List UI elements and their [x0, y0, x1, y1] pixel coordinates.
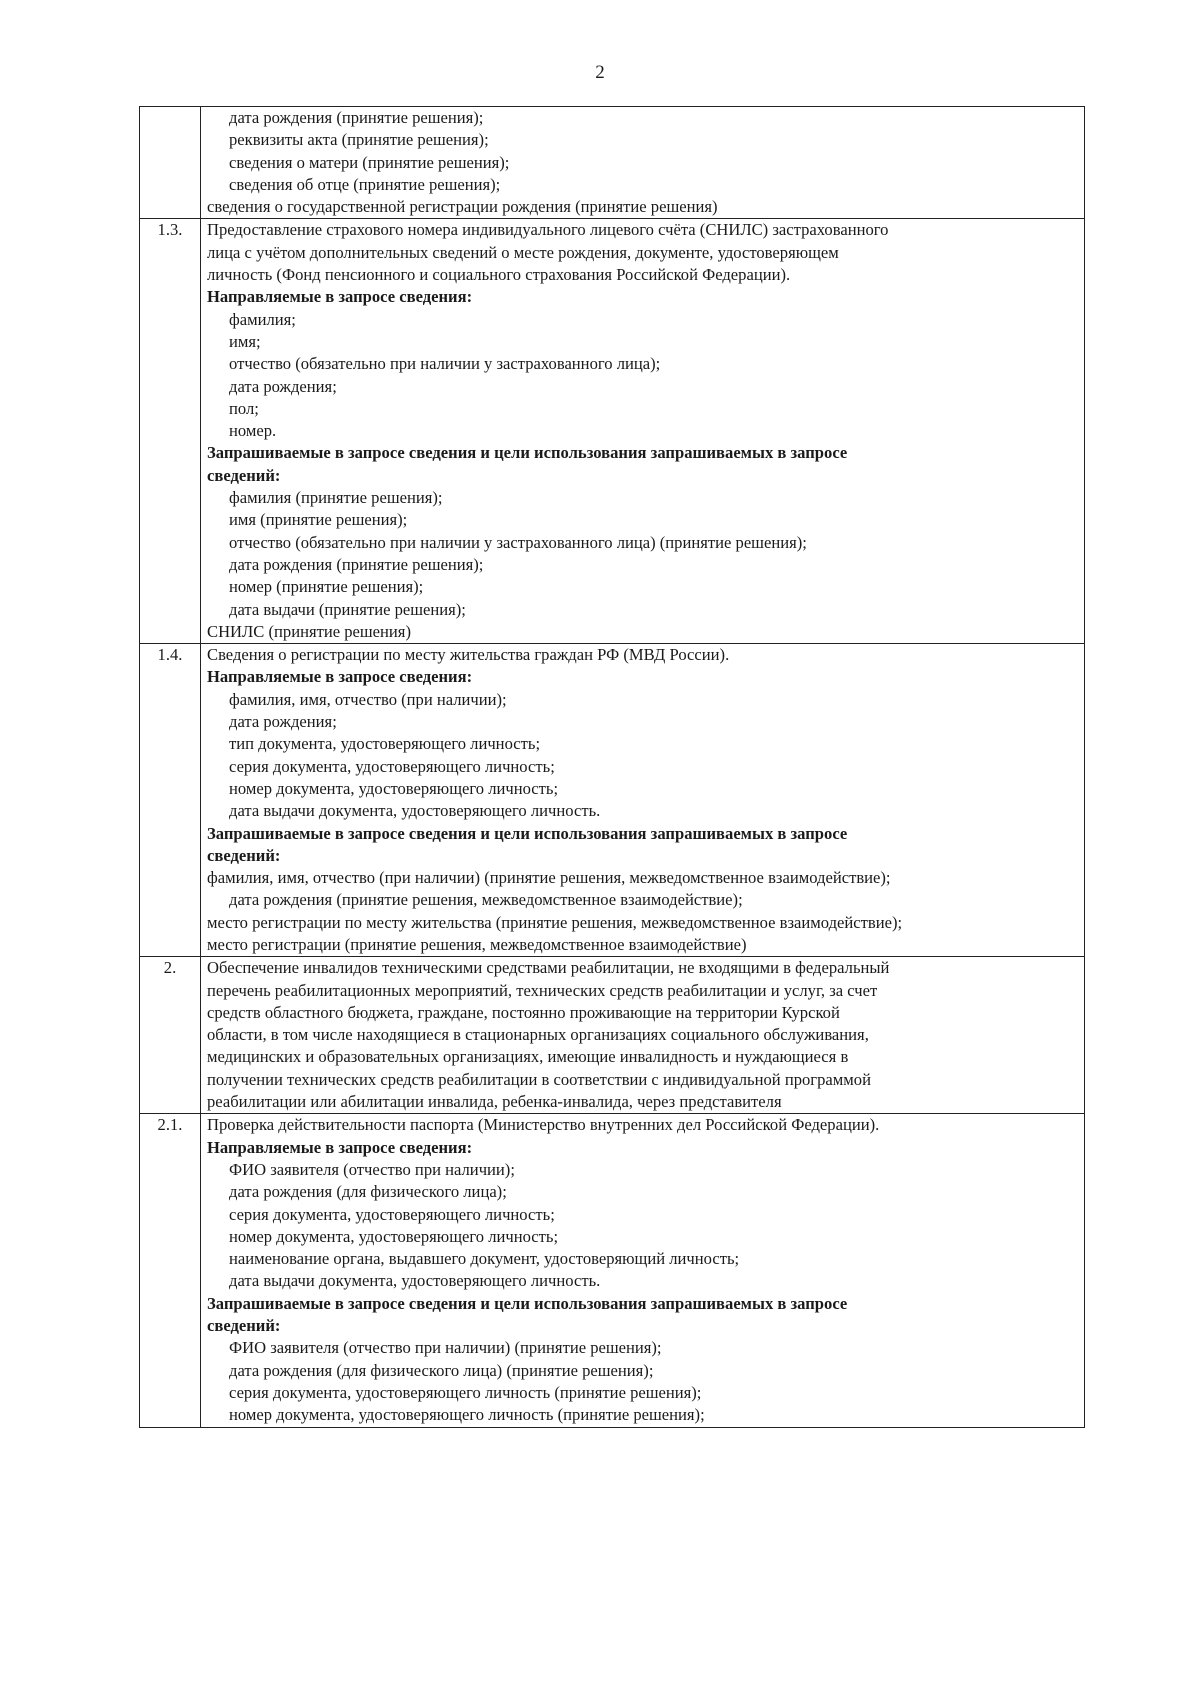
text-line: дата рождения (принятие решения); — [229, 108, 484, 127]
text-line: серия документа, удостоверяющего личность; — [229, 1204, 555, 1224]
text-line: сведения о государственной регистрации рождения (принятие решения) — [207, 197, 718, 217]
row-number — [140, 107, 201, 219]
text-line: дата выдачи документа, удостоверяющего личность. — [229, 801, 601, 821]
text-line: дата рождения (принятие решения, межведомственное взаимодействие); — [229, 890, 743, 910]
row-number: 2.1. — [140, 1114, 201, 1427]
services-table-body — [140, 107, 1085, 1428]
text-line: Направляемые в запросе сведения: — [207, 1137, 473, 1157]
table-row — [140, 107, 1085, 219]
text-line: реабилитации или абилитации инвалида, ребенка-инвалида, через представителя — [207, 1092, 782, 1112]
text-line: сведений: — [207, 1316, 281, 1336]
text-line: получении технических средств реабилитации в соответствии с индивидуальной программой — [207, 1069, 871, 1089]
services-table — [139, 106, 1085, 1428]
row-number: 1.3. — [140, 219, 201, 644]
table-row — [140, 957, 1085, 1114]
text-line: номер документа, удостоверяющего личность; — [229, 778, 559, 798]
text-line: сведений: — [207, 845, 281, 865]
row-content — [201, 219, 1085, 644]
text-line: СНИЛС (принятие решения) — [207, 621, 411, 641]
text-line: Запрашиваемые в запросе сведения и цели использования запрашиваемых в запросе — [207, 823, 848, 843]
text-line: место регистрации (принятие решения, межведомственное взаимодействие) — [207, 934, 747, 954]
text-line: дата рождения (принятие решения); — [229, 554, 484, 574]
text-line: имя; — [229, 331, 261, 351]
row-content — [201, 107, 1085, 219]
text-line: сведения об отце (принятие решения); — [229, 174, 501, 194]
row-number: 1.4. — [140, 644, 201, 957]
table-row — [140, 644, 1085, 957]
text-line: серия документа, удостоверяющего личность (принятие решения); — [229, 1382, 702, 1402]
text-line: лица с учётом дополнительных сведений о месте рождения, документе, удостоверяющем — [207, 242, 839, 262]
text-line: серия документа, удостоверяющего личность; — [229, 756, 555, 776]
row-content — [201, 957, 1085, 1114]
text-line: Запрашиваемые в запросе сведения и цели использования запрашиваемых в запросе — [207, 443, 848, 463]
page-number: 2 — [595, 62, 605, 83]
text-line: дата рождения; — [229, 712, 337, 732]
text-line: Проверка действительности паспорта (Министерство внутренних дел Российской Федерации). — [207, 1115, 880, 1135]
text-line: имя (принятие решения); — [229, 510, 408, 530]
text-line: дата выдачи документа, удостоверяющего личность. — [229, 1271, 601, 1291]
text-line: фамилия, имя, отчество (при наличии) (принятие решения, межведомственное взаимодействие); — [207, 868, 891, 888]
text-line: номер. — [229, 421, 277, 441]
text-line: фамилия, имя, отчество (при наличии); — [229, 689, 507, 709]
text-line: фамилия (принятие решения); — [229, 488, 443, 508]
text-line: Предоставление страхового номера индивидуального лицевого счёта (СНИЛС) застрахованного — [207, 220, 889, 240]
table-row — [140, 1114, 1085, 1427]
text-line: фамилия; — [229, 309, 296, 329]
row-content — [201, 644, 1085, 957]
text-line: Запрашиваемые в запросе сведения и цели использования запрашиваемых в запросе — [207, 1293, 848, 1313]
text-line: дата рождения (для физического лица); — [229, 1182, 507, 1202]
text-line: отчество (обязательно при наличии у застрахованного лица) (принятие решения); — [229, 532, 807, 552]
table-row — [140, 219, 1085, 644]
text-line: Сведения о регистрации по месту жительства граждан РФ (МВД России). — [207, 645, 730, 665]
text-line: ФИО заявителя (отчество при наличии) (принятие решения); — [229, 1338, 662, 1358]
text-line: сведения о матери (принятие решения); — [229, 152, 510, 172]
text-line: дата выдачи (принятие решения); — [229, 599, 466, 619]
text-line: номер документа, удостоверяющего личность (принятие решения); — [229, 1405, 705, 1425]
text-line: дата рождения (для физического лица) (принятие решения); — [229, 1360, 654, 1380]
text-line: номер документа, удостоверяющего личность; — [229, 1226, 559, 1246]
text-line: Направляемые в запросе сведения: — [207, 667, 473, 687]
text-line: ФИО заявителя (отчество при наличии); — [229, 1159, 515, 1179]
text-line: наименование органа, выдавшего документ, удостоверяющий личность; — [229, 1249, 740, 1269]
text-line: средств областного бюджета, граждане, постоянно проживающие на территории Курской — [207, 1002, 840, 1022]
text-line: дата рождения; — [229, 376, 337, 396]
text-line: номер (принятие решения); — [229, 577, 424, 597]
text-line: сведений: — [207, 465, 281, 485]
text-line: медицинских и образовательных организациях, имеющие инвалидность и нуждающиеся в — [207, 1047, 849, 1067]
text-line: Обеспечение инвалидов техническими средствами реабилитации, не входящими в федеральный — [207, 958, 890, 978]
row-content — [201, 1114, 1085, 1427]
text-line: перечень реабилитационных мероприятий, технических средств реабилитации и услуг, за счет — [207, 980, 878, 1000]
row-number: 2. — [140, 957, 201, 1114]
text-line: тип документа, удостоверяющего личность; — [229, 734, 541, 754]
text-line: отчество (обязательно при наличии у застрахованного лица); — [229, 354, 661, 374]
text-line: реквизиты акта (принятие решения); — [229, 130, 489, 150]
text-line: Направляемые в запросе сведения: — [207, 287, 473, 307]
text-line: пол; — [229, 398, 259, 418]
text-line: место регистрации по месту жительства (принятие решения, межведомственное взаимодействие); — [207, 912, 903, 932]
text-line: личность (Фонд пенсионного и социального страхования Российской Федерации). — [207, 265, 791, 285]
text-line: области, в том числе находящиеся в стационарных организациях социального обслуживания, — [207, 1025, 869, 1045]
